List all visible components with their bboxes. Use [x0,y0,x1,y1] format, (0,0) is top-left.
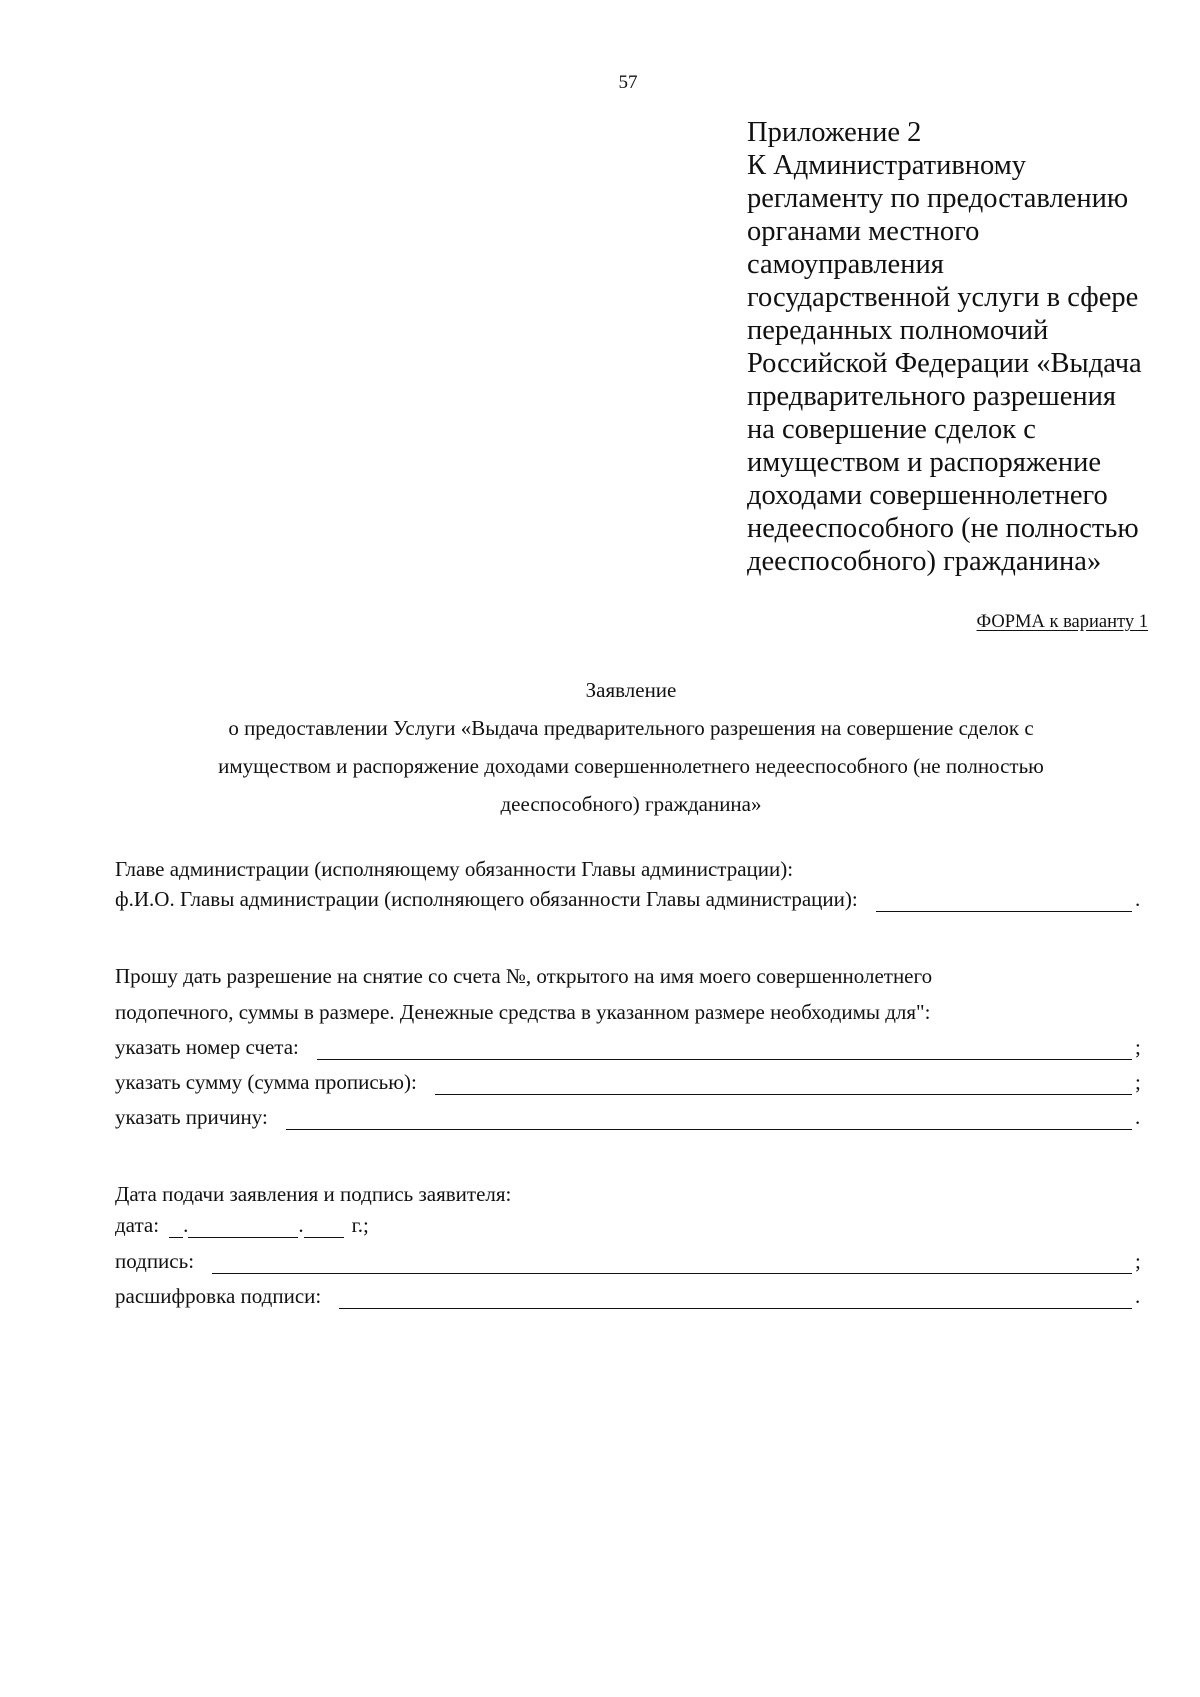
appendix-line: органами местного [747,216,980,247]
date-separator: . [183,1213,189,1237]
appendix-line: Приложение 2 [747,117,922,148]
signature-row [115,1244,1145,1274]
appendix-line: переданных полномочий [747,315,1049,346]
account-number-label: указать номер счета: [115,1035,299,1059]
line-end-punct: . [1135,887,1141,911]
title-heading: Заявление [585,678,677,702]
account-number-row [115,1030,1145,1060]
page-number: 57 [618,72,638,93]
date-year-field[interactable] [304,1215,344,1238]
signature-decoding-field[interactable] [339,1286,1132,1309]
appendix-line: на совершение сделок с [747,414,1036,445]
request-line: подопечного, суммы в размере. Денежные средства в указанном размере необходимы для": [115,1000,931,1024]
appendix-line: доходами совершеннолетнего [747,480,1108,511]
date-separator: . [298,1213,304,1237]
form-reference: ФОРМА к варианту 1 [976,612,1148,632]
appendix-line: государственной услуги в сфере [747,282,1139,313]
account-number-field[interactable] [317,1037,1132,1060]
title-line: о предоставлении Услуги «Выдача предварительного разрешения на совершение сделок с [228,716,1034,740]
appendix-line: недееспособного (не полностью [747,513,1139,544]
signature-label: подпись: [115,1249,195,1273]
appendix-line: дееспособного) гражданина» [747,546,1102,577]
addressee-name-row [115,882,1145,912]
line-end-punct: . [1135,1105,1141,1129]
reason-row [115,1100,1145,1130]
title-line: дееспособного) гражданина» [500,792,762,816]
title-line: имуществом и распоряжение доходами совершеннолетнего недееспособного (не полностью [218,754,1044,778]
appendix-line: регламенту по предоставлению [747,183,1129,214]
addressee-line: Главе администрации (исполняющему обязанности Главы администрации): [115,857,794,881]
amount-row [115,1065,1145,1095]
appendix-header [747,116,1167,578]
appendix-line: К Административному [747,150,1027,181]
appendix-line: предварительного разрешения [747,381,1116,412]
reason-field[interactable] [286,1107,1132,1130]
date-label: дата: [115,1213,160,1237]
request-line: Прошу дать разрешение на снятие со счета №, открытого на имя моего совершеннолетнего [115,964,933,988]
addressee-name-label: ф.И.О. Главы администрации (исполняющего обязанности Главы администрации): [115,887,858,911]
amount-field[interactable] [435,1072,1132,1095]
date-suffix: г.; [351,1213,369,1237]
amount-label: указать сумму (сумма прописью): [115,1070,417,1094]
date-row [115,1208,369,1238]
appendix-line: Российской Федерации «Выдача [747,348,1142,379]
reason-label: указать причину: [115,1105,268,1129]
appendix-line: самоуправления [747,249,944,280]
signature-field[interactable] [212,1251,1132,1274]
signature-decoding-label: расшифровка подписи: [115,1284,322,1308]
addressee-name-field[interactable] [876,889,1132,912]
line-end-punct: . [1135,1284,1141,1308]
appendix-line: имуществом и распоряжение [747,447,1101,478]
line-end-punct: ; [1135,1249,1141,1273]
line-end-punct: ; [1135,1035,1141,1059]
line-end-punct: ; [1135,1070,1141,1094]
date-month-field[interactable] [188,1215,298,1238]
date-day-field[interactable] [169,1215,183,1238]
application-title [0,671,1200,823]
signature-decoding-row [115,1279,1145,1309]
signature-heading: Дата подачи заявления и подпись заявителя: [115,1182,512,1206]
